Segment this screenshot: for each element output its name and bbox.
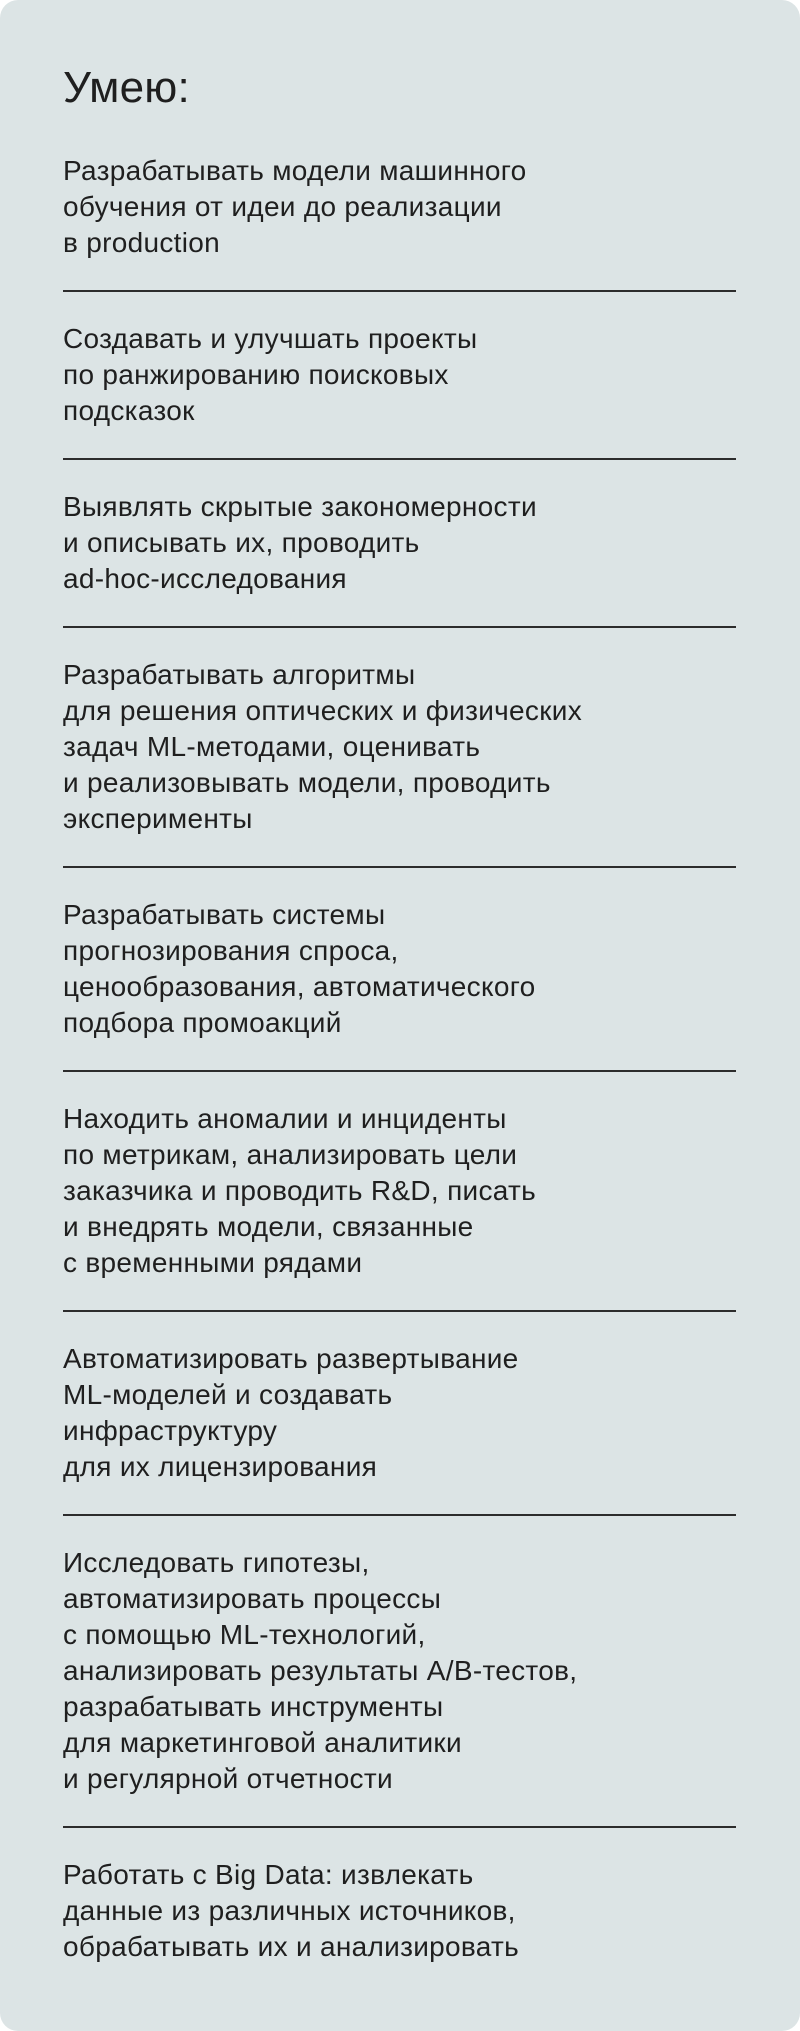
divider [63,1070,736,1072]
skill-item-1: Разрабатывать модели машинного обучения от идеи до реализации в production [63,155,527,258]
skill-item-2: Создавать и улучшать проекты по ранжированию поисковых подсказок [63,323,478,426]
divider [63,1310,736,1312]
divider [63,458,736,460]
divider [63,1826,736,1828]
skill-item-9: Работать с Big Data: извлекать данные из различных источников, обрабатывать их и анализировать [63,1859,520,1962]
skills-heading: Умею: [63,63,190,112]
divider [63,626,736,628]
skill-item-5: Разрабатывать системы прогнозирования спроса, ценообразования, автоматического подбора промоакций [63,899,536,1038]
skill-item-4: Разрабатывать алгоритмы для решения оптических и физических задач ML-методами, оценивать и реализовывать модели, проводить эксперименты [63,659,582,834]
divider [63,1514,736,1516]
skill-item-8: Исследовать гипотезы, автоматизировать процессы с помощью ML-технологий, анализировать результаты A/B-тестов, разрабатывать инструменты для маркетинговой аналитики и регулярной отчетности [63,1547,578,1794]
divider [63,290,736,292]
skill-item-3: Выявлять скрытые закономерности и описывать их, проводить ad-hoc-исследования [63,491,537,594]
skill-item-7: Автоматизировать развертывание ML-моделей и создавать инфраструктуру для их лицензирования [63,1343,519,1482]
skill-item-6: Находить аномалии и инциденты по метрикам, анализировать цели заказчика и проводить R&D, писать и внедрять модели, связанные с временными рядами [63,1103,537,1278]
divider [63,866,736,868]
